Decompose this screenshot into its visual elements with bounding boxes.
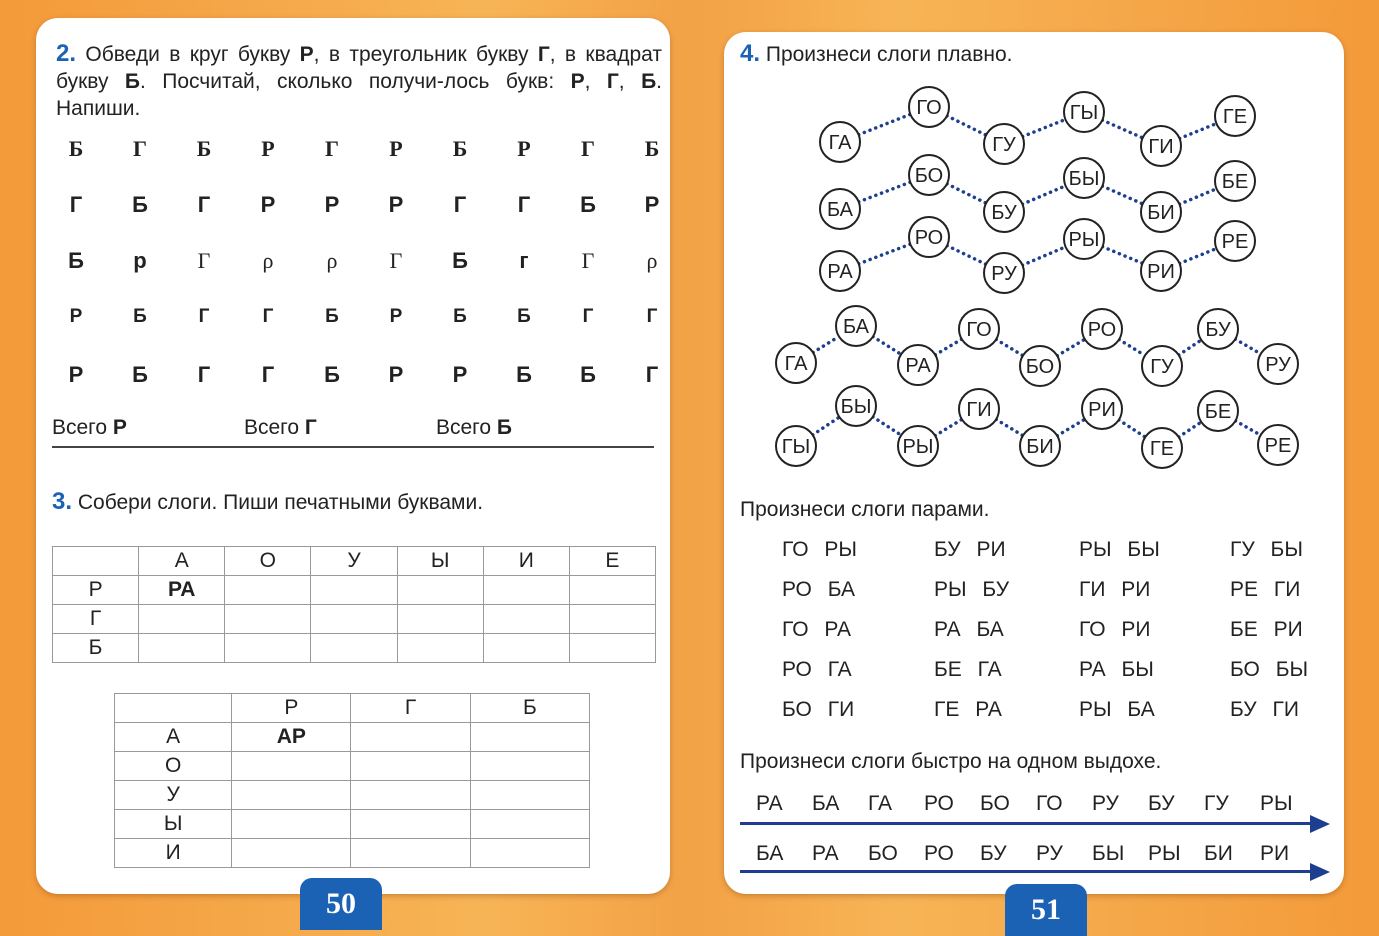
letter-item[interactable]: Б: [644, 136, 660, 161]
chain-dots: [947, 116, 986, 135]
arrow-head-icon: [1310, 815, 1330, 833]
table-cell[interactable]: [569, 634, 655, 663]
chain-dots: [947, 246, 986, 265]
letter-row: [56, 248, 656, 288]
task-3-number: 3.: [52, 488, 73, 515]
table-row-label: Р: [53, 576, 139, 605]
table-header-row: [115, 694, 590, 723]
letter-item[interactable]: Г: [389, 248, 403, 273]
letter-item[interactable]: Б: [196, 136, 212, 161]
syllable-text: РЫ: [902, 436, 934, 458]
chain-dots: [1102, 186, 1142, 204]
syllable-pair: РА БА: [934, 618, 1004, 641]
arrow-line: [740, 822, 1314, 825]
letter-item[interactable]: Р: [261, 136, 275, 161]
table-row-label: Ы: [115, 810, 232, 839]
syllable-chain: [820, 155, 1255, 232]
arrow-head-icon: [1310, 863, 1330, 881]
table-cell[interactable]: [483, 605, 569, 634]
syllable-pair: ГО РЫ: [782, 538, 857, 561]
syllable-text: ГЫ: [1069, 102, 1099, 124]
syllable-pair: РЫ БА: [1079, 698, 1155, 721]
task-4-text: Произнеси слоги плавно.: [760, 43, 1013, 66]
table-header-cell: У: [311, 547, 397, 576]
chain-dots: [873, 417, 901, 435]
chain-dots: [1235, 421, 1260, 435]
syllable-text: ГО: [916, 97, 942, 119]
letter-item[interactable]: Б: [132, 192, 148, 217]
fast-syllable: БА: [756, 842, 784, 865]
task-3-text: Собери слоги. Пиши печатными буквами.: [72, 491, 484, 514]
table-cell[interactable]: [397, 605, 483, 634]
syllable-pair: РО ГА: [782, 658, 852, 681]
syllable-table-1: [52, 546, 656, 663]
table-cell[interactable]: [232, 810, 351, 839]
task-2-letter: Б: [641, 70, 657, 93]
fast-syllable: РО: [924, 792, 954, 815]
table-header-cell: [53, 547, 139, 576]
table-header-row: [53, 547, 656, 576]
syllable-pair: РА БЫ: [1079, 658, 1154, 681]
letter-item[interactable]: Б: [517, 306, 531, 327]
letter-item[interactable]: Б: [133, 306, 147, 327]
letter-item[interactable]: ρ: [326, 248, 338, 273]
total-label: Всего: [436, 416, 492, 439]
table-cell[interactable]: [351, 810, 470, 839]
letter-item[interactable]: Г: [582, 306, 594, 327]
task-2-text: ,: [618, 70, 642, 93]
table-header-cell: О: [225, 547, 311, 576]
total-letter: Р: [112, 416, 127, 439]
totals-row: [52, 416, 654, 448]
syllable-text: БЫ: [840, 396, 872, 418]
table-cell[interactable]: РА: [139, 576, 225, 605]
letter-item[interactable]: Р: [388, 362, 404, 387]
fast-syllable: РЫ: [1260, 792, 1293, 815]
syllable-pair: РЫ БУ: [934, 578, 1010, 601]
letter-item[interactable]: Р: [260, 192, 276, 217]
task-2-letter: Г: [606, 70, 619, 93]
task-2-text: , в квадрат букву: [56, 43, 662, 93]
syllable-text: БЫ: [1068, 168, 1100, 190]
syllable-text: РА: [827, 261, 853, 283]
chain-dots: [813, 417, 840, 435]
syllable-text: ГА: [784, 353, 808, 375]
chain-dots: [1102, 247, 1142, 264]
syllable-text: БО: [914, 165, 944, 187]
table-cell[interactable]: [569, 576, 655, 605]
syllable-text: БО: [1025, 356, 1055, 378]
total-label: Всего: [52, 416, 108, 439]
letter-item[interactable]: ρ: [646, 248, 658, 273]
letter-item[interactable]: Б: [324, 362, 340, 387]
task-2-number: 2.: [56, 40, 77, 67]
table-header-cell: Б: [470, 694, 589, 723]
page-number-51: 51: [1005, 884, 1087, 936]
table-cell[interactable]: [311, 605, 397, 634]
table-row: [115, 723, 590, 752]
letter-item[interactable]: Г: [69, 192, 83, 217]
letter-item[interactable]: Б: [68, 248, 84, 273]
table-cell[interactable]: [311, 634, 397, 663]
table-cell[interactable]: [225, 576, 311, 605]
total-b[interactable]: [436, 416, 512, 440]
letter-item[interactable]: Г: [133, 136, 147, 161]
table-cell[interactable]: [470, 781, 589, 810]
fast-syllable: РИ: [1260, 842, 1290, 865]
fast-syllable: БО: [980, 792, 1010, 815]
syllable-text: РЕ: [1264, 435, 1292, 457]
table-row-label: А: [115, 723, 232, 752]
letter-item[interactable]: Г: [262, 306, 274, 327]
fast-syllable: РУ: [1092, 792, 1119, 815]
table-cell[interactable]: [351, 752, 470, 781]
fast-syllable: РА: [756, 792, 783, 815]
letter-item[interactable]: ρ: [262, 248, 274, 273]
table-cell[interactable]: [351, 839, 470, 868]
table-cell[interactable]: [139, 605, 225, 634]
syllable-text: БЕ: [1221, 171, 1249, 193]
syllable-pair: БО ГИ: [782, 698, 855, 721]
syllable-text: ГЕ: [1149, 438, 1175, 460]
letter-item[interactable]: Г: [197, 192, 211, 217]
total-r[interactable]: [52, 416, 127, 440]
syllable-pair: БЕ РИ: [1230, 618, 1303, 641]
letter-item[interactable]: Г: [261, 362, 275, 387]
table-header-cell: Е: [569, 547, 655, 576]
task-2-text: Обведи в круг букву: [76, 43, 300, 66]
syllable-text: ГИ: [1148, 136, 1174, 158]
syllable-text: БЕ: [1204, 401, 1232, 423]
task-2-text: . Напиши.: [56, 70, 662, 120]
total-letter: Б: [496, 416, 513, 439]
letter-item[interactable]: Г: [581, 136, 595, 161]
table-row: [115, 752, 590, 781]
syllable-chain: [820, 87, 1255, 166]
table-header-cell: Ы: [397, 547, 483, 576]
letter-item[interactable]: Г: [581, 248, 595, 273]
total-g[interactable]: [244, 416, 317, 440]
fast-syllable: РЫ: [1148, 842, 1181, 865]
table-cell[interactable]: [232, 752, 351, 781]
task-2-text: , в треугольник букву: [313, 43, 538, 66]
letter-item[interactable]: Г: [198, 306, 210, 327]
syllable-pair: БО БЫ: [1230, 658, 1309, 681]
total-label: Всего: [244, 416, 300, 439]
syllable-text: ГА: [828, 132, 852, 154]
task-3-instructions: [52, 488, 483, 516]
fast-syllable: ГУ: [1204, 792, 1229, 815]
chain-dots: [996, 419, 1023, 435]
syllable-table-2: [114, 693, 590, 868]
syllable-text: РЕ: [1221, 231, 1249, 253]
letter-item[interactable]: Б: [132, 362, 148, 387]
syllable-pair: БУ ГИ: [1230, 698, 1299, 721]
table-cell[interactable]: [483, 576, 569, 605]
syllable-text: БУ: [1205, 319, 1231, 341]
fast-syllable: БИ: [1204, 842, 1233, 865]
letter-item[interactable]: г: [519, 248, 529, 273]
table-cell[interactable]: [569, 605, 655, 634]
table-cell[interactable]: [225, 605, 311, 634]
table-cell[interactable]: [225, 634, 311, 663]
chain-dots: [1057, 339, 1085, 356]
chain-dots: [1235, 339, 1260, 354]
letter-item[interactable]: Б: [453, 306, 467, 327]
table-row: [53, 576, 656, 605]
fast-syllable: ГО: [1036, 792, 1063, 815]
syllable-pair: РЕ ГИ: [1230, 578, 1301, 601]
chain-dots: [1102, 120, 1142, 138]
chain-dots: [1180, 124, 1217, 139]
chain-dots: [859, 182, 911, 202]
letter-item[interactable]: Р: [389, 136, 403, 161]
chain-dots: [947, 184, 986, 203]
table-header-cell: Г: [351, 694, 470, 723]
syllable-text: ГЕ: [1222, 106, 1248, 128]
table-row-label: Г: [53, 605, 139, 634]
syllable-text: ГО: [966, 319, 992, 341]
page-51: [724, 32, 1344, 894]
table-cell[interactable]: [232, 781, 351, 810]
syllable-text: РО: [1087, 319, 1117, 341]
table-cell[interactable]: [470, 839, 589, 868]
task-2-text: . Посчитай, сколько получи-лось букв:: [139, 70, 571, 93]
letter-item[interactable]: Б: [580, 192, 596, 217]
table-cell[interactable]: [139, 634, 225, 663]
task-2-instructions: [56, 40, 662, 122]
letter-item[interactable]: Г: [453, 192, 467, 217]
chain-dots: [873, 337, 901, 355]
table-cell[interactable]: [397, 576, 483, 605]
task-2-letter: Р: [570, 70, 585, 93]
syllable-chains: [724, 32, 1344, 492]
table-row-label: У: [115, 781, 232, 810]
chain-dots: [1179, 422, 1202, 437]
syllable-text: БИ: [1147, 202, 1175, 224]
table-cell[interactable]: [351, 723, 470, 752]
syllable-pair: РЫ БЫ: [1079, 538, 1160, 561]
chain-dots: [813, 336, 839, 352]
chain-dots: [859, 244, 911, 264]
task-2-letter: Р: [299, 43, 314, 66]
table-header-cell: И: [483, 547, 569, 576]
syllable-text: БУ: [991, 202, 1017, 224]
table-row: [115, 781, 590, 810]
letter-item[interactable]: Г: [325, 136, 339, 161]
chain-dots: [1179, 189, 1216, 205]
syllable-pair: ГУ БЫ: [1230, 538, 1303, 561]
letter-row: [56, 192, 660, 232]
table-row: [53, 605, 656, 634]
table-cell[interactable]: [311, 576, 397, 605]
syllable-text: ГЫ: [781, 436, 811, 458]
fast-syllable: РУ: [1036, 842, 1063, 865]
letter-item[interactable]: Р: [389, 306, 403, 327]
arrow-line: [740, 870, 1314, 873]
table-cell[interactable]: АР: [232, 723, 351, 752]
chain-dots: [996, 339, 1023, 355]
table-cell[interactable]: [397, 634, 483, 663]
chain-dots: [1119, 339, 1145, 355]
letter-item[interactable]: Г: [197, 362, 211, 387]
fast-heading: Произнеси слоги быстро на одном выдохе.: [740, 750, 1162, 773]
syllable-pair: БЕ ГА: [934, 658, 1002, 681]
letter-row: [56, 306, 656, 346]
chain-dots: [1023, 119, 1066, 136]
letter-item[interactable]: Б: [452, 248, 468, 273]
syllable-chain: [776, 306, 1298, 386]
chain-dots: [1057, 419, 1085, 436]
fast-syllable: ГА: [868, 792, 892, 815]
letter-item[interactable]: Г: [517, 192, 531, 217]
syllable-text: РА: [905, 355, 931, 377]
fast-syllable: БЫ: [1092, 842, 1125, 865]
fast-syllable: РО: [924, 842, 954, 865]
task-2-text: ,: [584, 70, 607, 93]
letter-item[interactable]: Р: [644, 192, 660, 217]
syllable-text: ГИ: [966, 399, 992, 421]
chain-dots: [1180, 249, 1217, 264]
table-header-cell: Р: [232, 694, 351, 723]
fast-syllable: БА: [812, 792, 840, 815]
table-row-label: Б: [53, 634, 139, 663]
table-row: [53, 634, 656, 663]
task-2-letter: Б: [124, 70, 140, 93]
letter-item[interactable]: Г: [197, 248, 211, 273]
table-cell[interactable]: [470, 723, 589, 752]
letter-row: [56, 362, 659, 402]
table-header-cell: А: [139, 547, 225, 576]
chain-dots: [1119, 420, 1145, 437]
fast-syllable: БУ: [980, 842, 1007, 865]
letter-item[interactable]: Р: [68, 362, 84, 387]
chain-dots: [1179, 340, 1202, 355]
syllable-text: РЫ: [1068, 229, 1100, 251]
table-cell[interactable]: [483, 634, 569, 663]
syllable-pair: РО БА: [782, 578, 856, 601]
letter-item[interactable]: Б: [516, 362, 532, 387]
letter-item[interactable]: Р: [388, 192, 404, 217]
table-cell[interactable]: [470, 752, 589, 781]
syllable-text: РУ: [1265, 354, 1291, 376]
table-cell[interactable]: [351, 781, 470, 810]
total-letter: Г: [304, 416, 317, 439]
chain-dots: [859, 114, 911, 134]
letter-row: [56, 136, 660, 176]
syllable-pair: ГЕ РА: [934, 698, 1002, 721]
table-cell[interactable]: [232, 839, 351, 868]
syllable-text: РИ: [1147, 261, 1175, 283]
letter-item[interactable]: Б: [452, 136, 468, 161]
syllable-text: РО: [914, 227, 944, 249]
letter-item[interactable]: Г: [646, 306, 658, 327]
chain-dots: [1022, 247, 1065, 265]
syllable-pair: ГО РИ: [1079, 618, 1151, 641]
task-4-number: 4.: [740, 40, 761, 67]
syllable-text: ГУ: [992, 134, 1016, 156]
letter-item[interactable]: Р: [452, 362, 468, 387]
page-number-50: 50: [300, 878, 382, 930]
letter-item[interactable]: Р: [324, 192, 340, 217]
letter-item[interactable]: Г: [645, 362, 659, 387]
letter-item[interactable]: Б: [580, 362, 596, 387]
fast-syllable: БУ: [1148, 792, 1175, 815]
table-row-label: И: [115, 839, 232, 868]
table-row: [115, 810, 590, 839]
letter-item[interactable]: Р: [517, 136, 531, 161]
letter-item[interactable]: Б: [68, 136, 84, 161]
syllable-text: ГУ: [1150, 356, 1174, 378]
syllable-text: БА: [826, 199, 854, 221]
page-50: [36, 18, 670, 894]
table-cell[interactable]: [470, 810, 589, 839]
syllable-text: РИ: [1088, 399, 1116, 421]
letter-item[interactable]: р: [133, 248, 147, 273]
syllable-pair: ГИ РИ: [1079, 578, 1151, 601]
pairs-heading: Произнеси слоги парами.: [740, 498, 990, 521]
table-row: [115, 839, 590, 868]
chain-dots: [1022, 186, 1065, 204]
letter-item[interactable]: Р: [69, 306, 83, 327]
letter-item[interactable]: Б: [325, 306, 339, 327]
table-header-cell: [115, 694, 232, 723]
syllable-pair: БУ РИ: [934, 538, 1006, 561]
table-row-label: О: [115, 752, 232, 781]
syllable-chain: [820, 217, 1255, 293]
fast-syllable: БО: [868, 842, 898, 865]
syllable-text: БИ: [1026, 436, 1054, 458]
task-2-letter: Г: [537, 43, 550, 66]
chain-dots: [935, 419, 962, 435]
syllable-chain: [776, 386, 1298, 468]
chain-dots: [935, 339, 962, 355]
syllable-pair: ГО РА: [782, 618, 851, 641]
syllable-text: РУ: [991, 263, 1017, 285]
fast-syllable: РА: [812, 842, 839, 865]
syllable-text: БА: [842, 316, 870, 338]
